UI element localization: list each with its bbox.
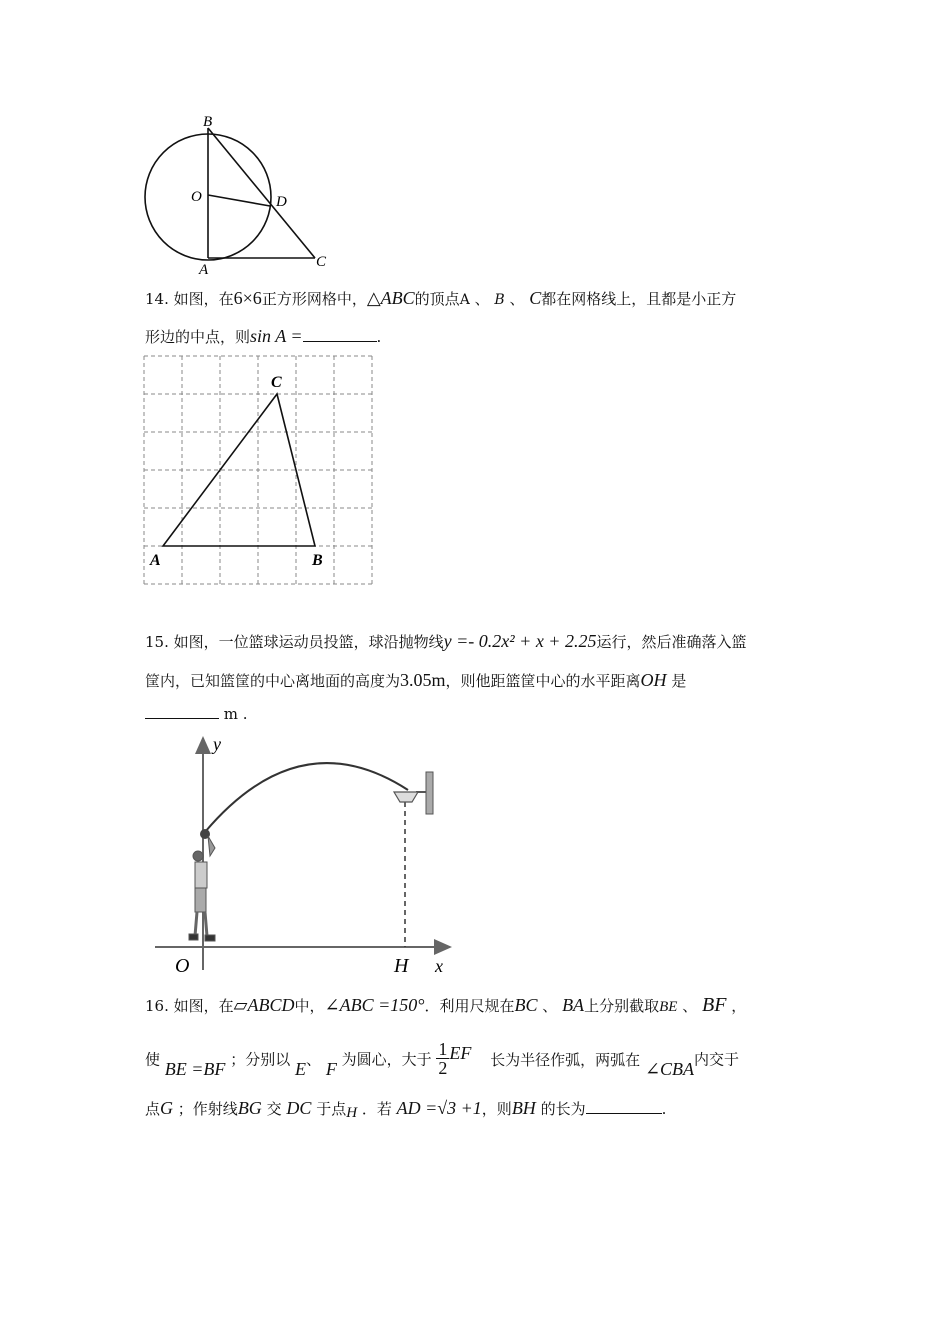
- figure-grid-triangle: [140, 352, 380, 592]
- grid-label-c: C: [271, 374, 282, 391]
- figure-basketball: [150, 730, 460, 980]
- question-16-line1: 16. 如图，在▱ABCD中，∠ABC =150°．利用尺规在BC 、 BA上分别截取BE 、 BF ，: [145, 994, 747, 1016]
- label-c: C: [316, 254, 327, 270]
- label-o: O: [191, 189, 202, 205]
- origin-label: O: [175, 955, 190, 977]
- segment-bc: [208, 128, 315, 258]
- question-15-line3: m .: [145, 702, 248, 724]
- label-d: D: [276, 194, 287, 210]
- ball-trajectory: [205, 763, 408, 832]
- segment-od: [208, 195, 270, 206]
- question-16-line2: 使 BE =BF ；分别以 E、 F 为圆心，大于 $\frac{1}{2}$ EF 长为半径作弧，两弧在 ∠CBA内交于: [145, 1039, 740, 1079]
- label-b: B: [203, 114, 213, 130]
- answer-blank-14[interactable]: [303, 325, 377, 342]
- axis-label-x: x: [435, 956, 443, 976]
- grid-label-a: A: [150, 552, 161, 569]
- hoop-net: [394, 792, 418, 802]
- question-16-line3: 点G ；作射线BG 交 DC 于点H ．若 AD =√3 +1，则BH 的长为 .: [145, 1098, 667, 1121]
- question-15-line2: 筐内，已知篮筐的中心离地面的高度为3.05m，则他距篮筐中心的水平距离OH 是: [145, 670, 687, 690]
- fraction-one-half: $\frac{1}{2}$: [438, 1039, 448, 1078]
- answer-blank-16[interactable]: [586, 1097, 662, 1114]
- grid-label-b: B: [312, 552, 323, 569]
- point-h-label: H: [394, 955, 409, 977]
- question-15-line1: 15. 如图，一位篮球运动员投篮，球沿抛物线y =- 0.2x² + x + 2.25运行，然后准确落入篮: [145, 631, 747, 651]
- backboard: [426, 772, 433, 814]
- question-14-line2: 形边的中点，则sin A = .: [145, 326, 382, 346]
- axis-label-y: y: [213, 734, 221, 754]
- question-14-line1: 14. 如图，在6×6正方形网格中，△ABC的顶点A 、 B 、 C都在网格线上，且都是小正方: [145, 288, 737, 308]
- label-a: A: [199, 262, 209, 278]
- figure-circle-triangle: [130, 108, 340, 278]
- answer-blank-15[interactable]: [145, 702, 219, 719]
